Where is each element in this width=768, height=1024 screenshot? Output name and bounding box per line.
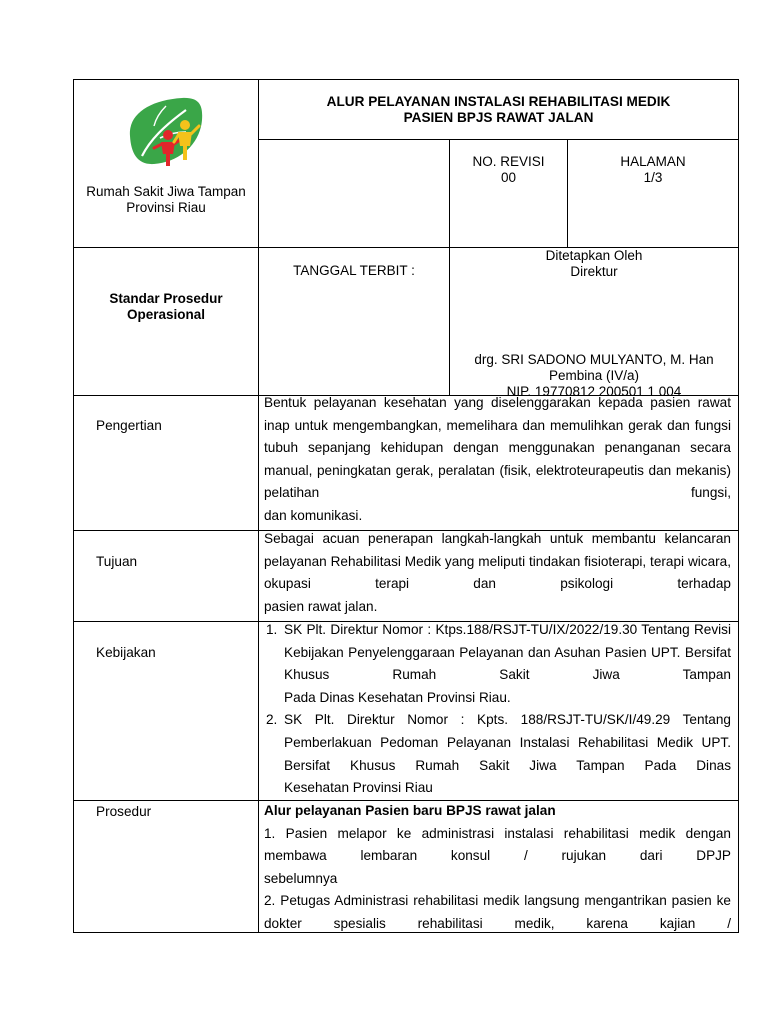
- label-column-divider: [258, 79, 259, 933]
- sop-label: Standar Prosedur Operasional: [109, 291, 223, 322]
- halaman: HALAMAN 1/3: [620, 154, 686, 185]
- prosedur-step-1: 1. Pasien melapor ke administrasi instalasi rehabilitasi medik dengan membawa lembaran konsul / rujukan dari DPJP: [264, 825, 731, 864]
- document-title: ALUR PELAYANAN INSTALASI REHABILITASI MEDIK PASIEN BPJS RAWAT JALAN: [326, 94, 671, 125]
- pengertian-text: Bentuk pelayanan kesehatan yang diselenggarakan kepada pasien rawat inap untuk mengembangkan, memelihara dan memulihkan gerak dan fungsi tubuh sepanjang kehidupan dengan menggunakan penanganan secara manual, peningkatan gerak, peralatan (fisik, elektroteurapeutis dan mekanis) pelatihan fungsi, dan komunikasi.: [264, 395, 731, 523]
- prosedur-text: Alur pelayanan Pasien baru BPJS rawat jalan 1. Pasien melapor ke administrasi instalasi rehabilitasi medik dengan membawa lembaran konsul / rujukan dari DPJP sebelumnya 2. Petugas Administrasi rehabilitasi medik langsung mengantrikan pasien ke dokter spesialis rehabilitasi medik, karena kajian /: [264, 800, 731, 936]
- pengertian-label: Pengertian: [96, 418, 162, 433]
- title-row-divider: [258, 139, 739, 140]
- no-revisi: NO. REVISI 00: [472, 154, 545, 185]
- kebijakan-item-2: 2. SK Plt. Direktur Nomor : Kpts. 188/RSJT-TU/SK/I/49.29 Tentang Pemberlakuan Pedoman Pelayanan Instalasi Rehabilitasi Medik UPT. Bersifat Khusus Rumah Sakit Jiwa Tampan Pada Dinas Kesehatan Provinsi Riau: [266, 712, 731, 796]
- tujuan-label: Tujuan: [96, 554, 138, 569]
- hospital-name: Rumah Sakit Jiwa Tampan Provinsi Riau: [86, 184, 246, 215]
- prosedur-step-2: 2. Petugas Administrasi rehabilitasi medik langsung mengantrikan pasien ke dokter spesialis rehabilitasi medik, karena kajian /: [264, 893, 731, 931]
- signer-name: drg. SRI SADONO MULYANTO, M. Han: [474, 352, 714, 367]
- hospital-logo-icon: [120, 96, 204, 168]
- signer-nip: NIP. 19770812 200501 1 004: [506, 384, 682, 399]
- table-border-top: [73, 79, 739, 80]
- kebijakan-list: [264, 619, 731, 800]
- tanggal-terbit-label: TANGGAL TERBIT :: [293, 263, 415, 278]
- kebijakan-label: Kebijakan: [96, 645, 156, 660]
- prosedur-heading: Alur pelayanan Pasien baru BPJS rawat jalan: [264, 803, 556, 818]
- tujuan-text: Sebagai acuan penerapan langkah-langkah untuk membantu kelancaran pelayanan Rehabilitasi Medik yang meliputi tindakan fisioterapi, terapi wicara, okupasi terapi dan psikologi terhadap pasien rawat jalan.: [264, 531, 731, 614]
- ditetapkan-oleh: Ditetapkan Oleh Direktur: [545, 248, 643, 279]
- signer-rank: Pembina (IV/a): [548, 368, 640, 383]
- kebijakan-item-1: 1. SK Plt. Direktur Nomor : Ktps.188/RSJT-TU/IX/2022/19.30 Tentang Revisi Kebijakan Penyelenggaraan Pelayanan dan Asuhan Pasien UPT. Bersifat Khusus Rumah Sakit Jiwa Tampan Pada Dinas Kesehatan Provinsi Riau.: [266, 622, 731, 705]
- prosedur-label: Prosedur: [96, 804, 152, 819]
- table-border-right: [738, 79, 739, 933]
